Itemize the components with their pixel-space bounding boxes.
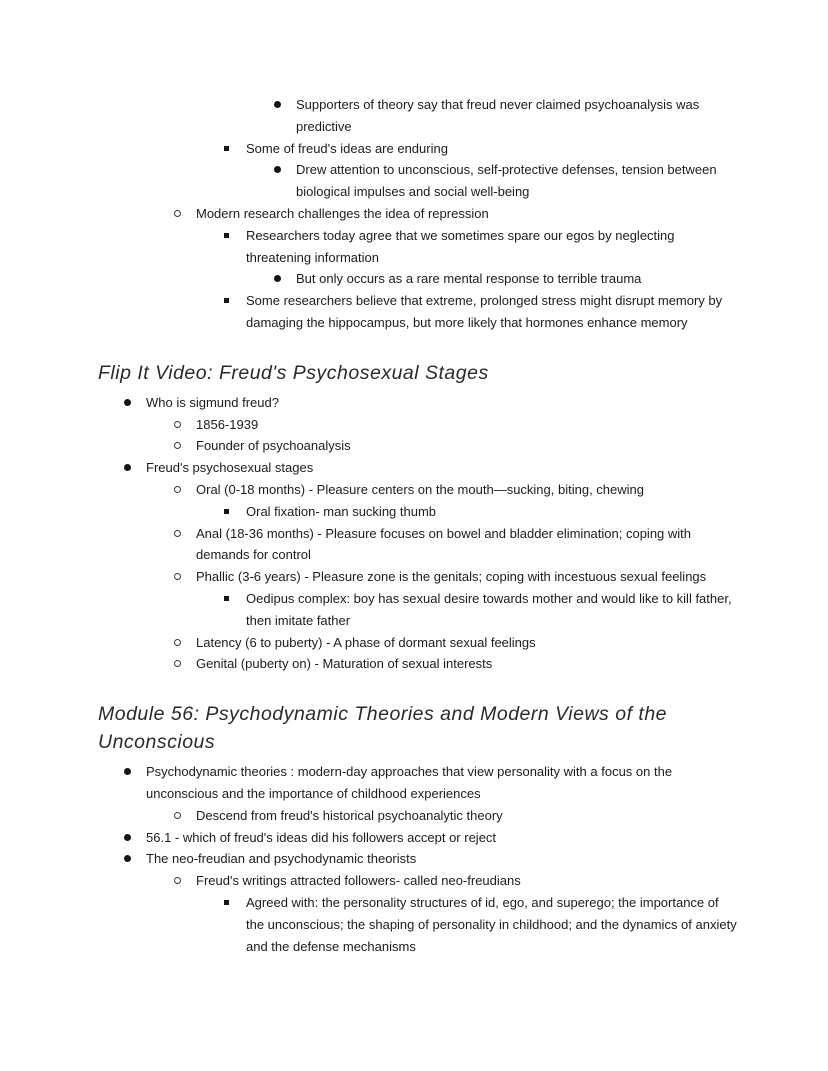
list-item [224, 501, 738, 523]
bullet-square-icon [224, 225, 246, 238]
notes-section [98, 700, 738, 957]
list-item [174, 632, 738, 654]
list-item-text: 56.1 - which of freud's ideas did his followers accept or reject [146, 829, 497, 845]
list-item [174, 653, 738, 675]
list-item [174, 523, 738, 567]
notes-section [98, 359, 738, 675]
bullet-list [98, 94, 738, 334]
list-item-text: Agreed with: the personality structures of id, ego, and superego; the importance of the unconscious; the shaping of personality in childhood; and the dynamics of anxiety and the defense mechanisms [246, 894, 737, 954]
bullet-disc-icon [124, 457, 146, 471]
list-item [224, 588, 738, 632]
list-item-text: Oral (0-18 months) - Pleasure centers on the mouth—sucking, biting, chewing [196, 481, 644, 497]
bullet-disc-icon [274, 94, 296, 108]
list-item-text: Drew attention to unconscious, self-protective defenses, tension between biological impulses and social well-being [296, 162, 717, 200]
list-item [174, 805, 738, 827]
notes-content [98, 94, 738, 957]
list-item-text: Supporters of theory say that freud never claimed psychoanalysis was predictive [296, 97, 700, 134]
list-item-text: Some of freud's ideas are enduring [246, 140, 448, 156]
notes-section [98, 94, 738, 334]
bullet-disc-icon [274, 159, 296, 173]
section-heading: Flip It Video: Freud's Psychosexual Stages [98, 361, 489, 384]
bullet-circle-icon [174, 805, 196, 819]
list-item [174, 435, 738, 457]
bullet-square-icon [224, 501, 246, 514]
list-item [124, 827, 738, 849]
bullet-circle-icon [174, 870, 196, 884]
list-item [124, 761, 738, 805]
bullet-square-icon [224, 588, 246, 601]
list-item-text: Psychodynamic theories : modern-day approaches that view personality with a focus on the unconscious and the importance of childhood experiences [146, 764, 673, 801]
bullet-disc-icon [274, 268, 296, 282]
list-item-text: Founder of psychoanalysis [196, 438, 351, 454]
bullet-circle-icon [174, 435, 196, 449]
list-item [274, 268, 738, 290]
list-item [224, 892, 738, 957]
section-heading: Module 56: Psychodynamic Theories and Modern Views of the Unconscious [98, 703, 668, 754]
list-item-text: Phallic (3-6 years) - Pleasure zone is the genitals; coping with incestuous sexual feelings [196, 569, 707, 585]
list-item-text: But only occurs as a rare mental response to terrible trauma [296, 271, 642, 287]
bullet-disc-icon [124, 761, 146, 775]
list-item [124, 457, 738, 479]
list-item [174, 479, 738, 501]
list-item [224, 138, 738, 160]
list-item [174, 414, 738, 436]
bullet-square-icon [224, 290, 246, 303]
list-item-text: Freud's psychosexual stages [146, 460, 314, 476]
bullet-circle-icon [174, 523, 196, 537]
list-item-text: Researchers today agree that we sometimes spare our egos by neglecting threatening information [246, 227, 675, 265]
list-item [124, 848, 738, 870]
list-item-text: The neo-freudian and psychodynamic theorists [146, 851, 417, 867]
list-item [124, 392, 738, 414]
list-item [174, 203, 738, 225]
bullet-circle-icon [174, 203, 196, 217]
bullet-circle-icon [174, 414, 196, 428]
list-item [174, 566, 738, 588]
list-item-text: Modern research challenges the idea of repression [196, 205, 489, 221]
bullet-disc-icon [124, 392, 146, 406]
list-item [224, 225, 738, 269]
list-item [224, 290, 738, 334]
bullet-disc-icon [124, 827, 146, 841]
list-item-text: 1856-1939 [196, 416, 259, 432]
bullet-list [98, 761, 738, 957]
bullet-circle-icon [174, 566, 196, 580]
bullet-circle-icon [174, 632, 196, 646]
list-item-text: Latency (6 to puberty) - A phase of dormant sexual feelings [196, 634, 536, 650]
bullet-disc-icon [124, 848, 146, 862]
list-item-text: Oedipus complex: boy has sexual desire towards mother and would like to kill father, then imitate father [246, 590, 732, 628]
list-item-text: Descend from freud's historical psychoanalytic theory [196, 807, 503, 823]
bullet-square-icon [224, 138, 246, 151]
list-item-text: Freud's writings attracted followers- called neo-freudians [196, 873, 521, 889]
list-item [174, 870, 738, 892]
bullet-list [98, 392, 738, 675]
list-item-text: Genital (puberty on) - Maturation of sexual interests [196, 656, 493, 672]
bullet-square-icon [224, 892, 246, 905]
list-item-text: Oral fixation- man sucking thumb [246, 503, 437, 519]
bullet-circle-icon [174, 479, 196, 493]
list-item-text: Some researchers believe that extreme, prolonged stress might disrupt memory by damaging the hippocampus, but more likely that hormones enhance memory [246, 293, 723, 330]
bullet-circle-icon [174, 653, 196, 667]
list-item [274, 94, 738, 138]
list-item-text: Who is sigmund freud? [146, 394, 279, 410]
list-item [274, 159, 738, 203]
list-item-text: Anal (18-36 months) - Pleasure focuses on bowel and bladder elimination; coping with demands for control [196, 525, 692, 563]
